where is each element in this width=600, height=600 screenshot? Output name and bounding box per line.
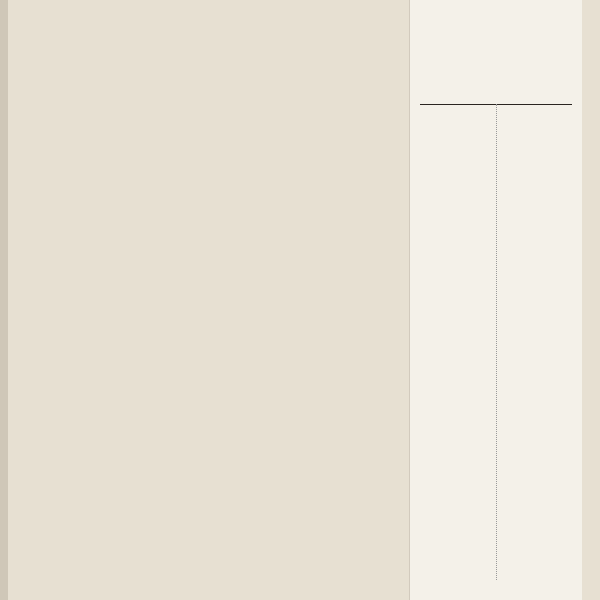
sleeve-edge [0,0,8,600]
obi-column-divider [496,104,497,580]
album-header [186,30,408,122]
liner-notes-left-column [14,18,176,530]
publisher-line [224,577,228,586]
obi-pattern-band [410,0,582,24]
liner-notes-right-column [301,153,407,545]
obi-heading [410,40,582,44]
obi-strip [409,0,582,600]
liner-notes-middle-column [186,153,296,545]
